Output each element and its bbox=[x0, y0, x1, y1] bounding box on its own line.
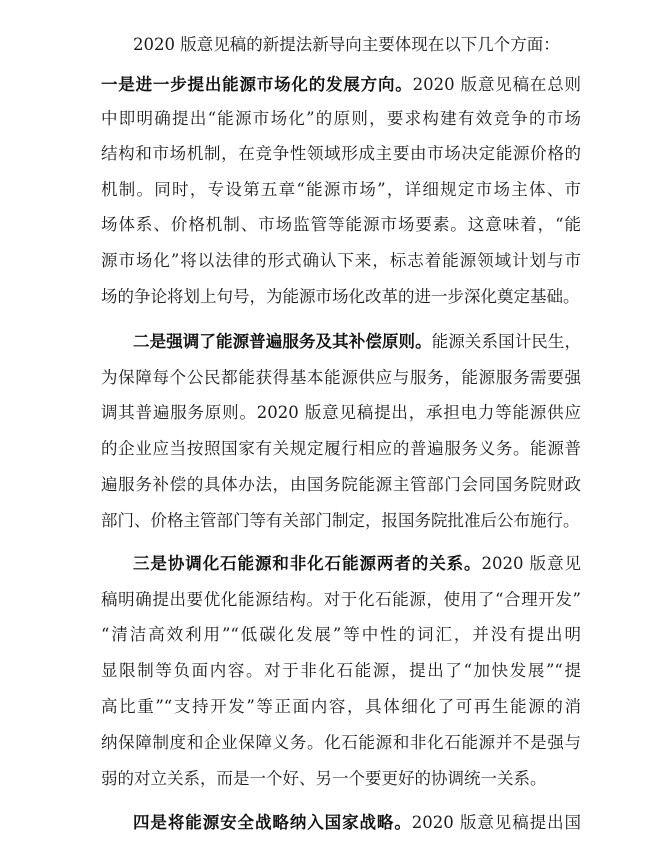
para1-line1 bbox=[101, 70, 581, 100]
para3-line7: 弱的对立关系，而是一个好、另一个要更好的协调统一关系。 bbox=[101, 769, 547, 788]
para3-line2: 稿明确提出要优化能源结构。对于化石能源，使用了“合理开发” bbox=[101, 590, 581, 609]
para1-line1-text: 2020 版意见稿在总则 bbox=[412, 75, 581, 94]
para1-line2: 中即明确提出“能源市场化”的原则，要求构建有效竞争的市场 bbox=[101, 109, 581, 128]
intro-line bbox=[133, 30, 581, 60]
para4-line1 bbox=[133, 808, 581, 838]
para2-line5: 遍服务补偿的具体办法，由国务院能源主管部门会同国务院财政 bbox=[101, 475, 581, 494]
para4-heading: 四是将能源安全战略纳入国家战略。 bbox=[133, 813, 412, 832]
para1-heading: 一是进一步提出能源市场化的发展方向。 bbox=[101, 75, 413, 94]
para2-line6: 部门、价格主管部门等有关部门制定，报国务院批准后公布施行。 bbox=[101, 511, 580, 530]
para3-line1-text: 2020 版意见 bbox=[481, 554, 581, 573]
para3-line5: 高比重”“支持开发”等正面内容，具体细化了可再生能源的消 bbox=[101, 697, 581, 716]
para1-line4: 机制。同时，专设第五章“能源市场”，详细规定市场主体、市 bbox=[101, 180, 581, 199]
para2-heading: 二是强调了能源普遍服务及其补偿原则。 bbox=[133, 332, 432, 351]
para3-line1 bbox=[133, 549, 581, 579]
para3-line3: “清洁高效利用”“低碳化发展”等中性的词汇，并没有提出明 bbox=[101, 625, 581, 644]
para1-line3: 结构和市场机制，在竞争性领域形成主要由市场决定能源价格的 bbox=[101, 144, 581, 163]
para2-line1 bbox=[133, 327, 581, 357]
para2-line1-text: 能源关系国计民生， bbox=[431, 332, 582, 351]
para1-line7: 场的争论将划上句号，为能源市场化改革的进一步深化奠定基础。 bbox=[101, 287, 580, 306]
para4-line1-text: 2020 版意见稿提出国 bbox=[411, 813, 582, 832]
intro-text: 2020 版意见稿的新提法新导向主要体现在以下几个方面： bbox=[133, 35, 560, 54]
para2-line2: 为保障每个公民都能获得基本能源供应与服务，能源服务需要强 bbox=[101, 368, 581, 387]
para3-line6: 纳保障制度和企业保障义务。化石能源和非化石能源并不是强与 bbox=[101, 733, 581, 752]
para1-line5: 场体系、价格机制、市场监管等能源市场要素。这意味着，“能 bbox=[101, 215, 581, 234]
para1-line6: 源市场化”将以法律的形式确认下来，标志着能源领域计划与市 bbox=[101, 251, 581, 270]
para2-line4: 的企业应当按照国家有关规定履行相应的普遍服务义务。能源普 bbox=[101, 439, 581, 458]
para3-line4: 显限制等负面内容。对于非化石能源，提出了“加快发展”“提 bbox=[101, 661, 581, 680]
para2-line3: 调其普遍服务原则。2020 版意见稿提出，承担电力等能源供应 bbox=[101, 403, 581, 422]
para3-heading: 三是协调化石能源和非化石能源两者的关系。 bbox=[133, 554, 482, 573]
